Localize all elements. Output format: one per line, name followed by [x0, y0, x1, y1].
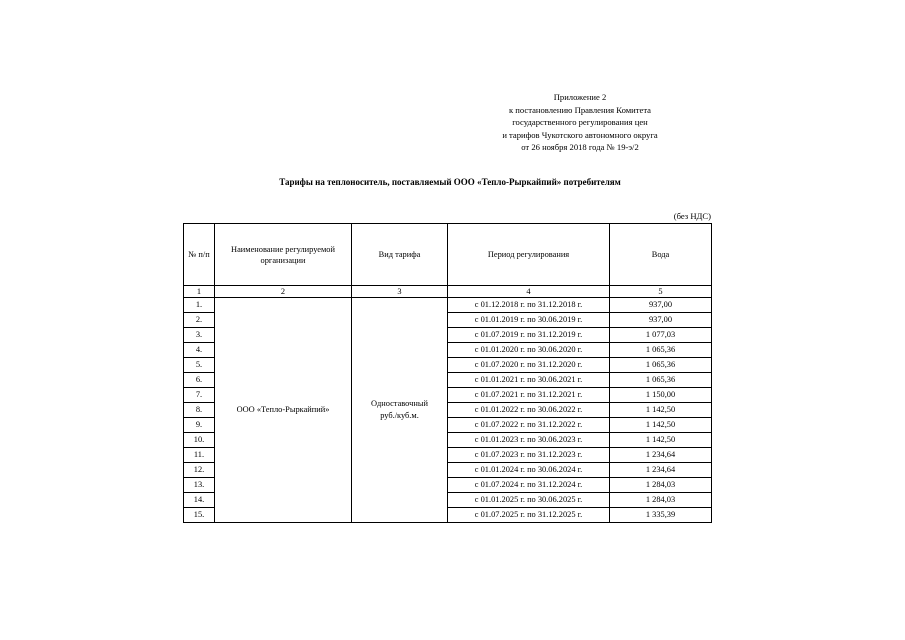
water-value-cell: 1 077,03 [610, 328, 712, 343]
water-value-cell: 1 234,64 [610, 463, 712, 478]
water-value-cell: 1 150,00 [610, 388, 712, 403]
row-number: 15. [184, 508, 215, 523]
row-number: 2. [184, 313, 215, 328]
row-number: 7. [184, 388, 215, 403]
water-value-cell: 937,00 [610, 313, 712, 328]
tariff-type-name: Одноставочный [371, 399, 428, 408]
water-value-cell: 1 065,36 [610, 358, 712, 373]
period-cell: с 01.01.2021 г. по 30.06.2021 г. [448, 373, 610, 388]
column-number-row [184, 286, 712, 298]
water-value-cell: 1 234,64 [610, 448, 712, 463]
row-number: 12. [184, 463, 215, 478]
water-value-cell: 1 065,36 [610, 343, 712, 358]
row-number: 14. [184, 493, 215, 508]
appendix-line: от 26 ноября 2018 года № 19-э/2 [521, 142, 639, 153]
column-number: 3 [352, 286, 448, 298]
header-period: Период регулирования [448, 224, 610, 286]
row-number: 8. [184, 403, 215, 418]
period-cell: с 01.07.2024 г. по 31.12.2024 г. [448, 478, 610, 493]
period-cell: с 01.01.2023 г. по 30.06.2023 г. [448, 433, 610, 448]
column-number: 5 [610, 286, 712, 298]
row-number: 10. [184, 433, 215, 448]
period-cell: с 01.01.2024 г. по 30.06.2024 г. [448, 463, 610, 478]
period-cell: с 01.07.2025 г. по 31.12.2025 г. [448, 508, 610, 523]
row-number: 4. [184, 343, 215, 358]
header-row [184, 224, 712, 286]
row-number: 13. [184, 478, 215, 493]
period-cell: с 01.07.2020 г. по 31.12.2020 г. [448, 358, 610, 373]
appendix-block [470, 91, 690, 154]
row-number: 6. [184, 373, 215, 388]
header-tariff-type: Вид тарифа [352, 224, 448, 286]
tariff-type-cell [352, 298, 448, 523]
appendix-line: и тарифов Чукотского автономного округа [502, 129, 658, 140]
appendix-line: Приложение 2 [553, 92, 607, 102]
header-organization: Наименование регулируемой организации [215, 224, 352, 286]
period-cell: с 01.12.2018 г. по 31.12.2018 г. [448, 298, 610, 313]
water-value-cell: 1 284,03 [610, 478, 712, 493]
water-value-cell: 1 065,36 [610, 373, 712, 388]
tariff-table [183, 223, 712, 523]
column-number: 1 [184, 286, 215, 298]
row-number: 11. [184, 448, 215, 463]
row-number: 5. [184, 358, 215, 373]
period-cell: с 01.07.2022 г. по 31.12.2022 г. [448, 418, 610, 433]
water-value-cell: 937,00 [610, 298, 712, 313]
period-cell: с 01.01.2019 г. по 30.06.2019 г. [448, 313, 610, 328]
water-value-cell: 1 142,50 [610, 433, 712, 448]
column-number: 4 [448, 286, 610, 298]
water-value-cell: 1 142,50 [610, 418, 712, 433]
header-number: № п/п [184, 224, 215, 286]
period-cell: с 01.01.2022 г. по 30.06.2022 г. [448, 403, 610, 418]
period-cell: с 01.07.2023 г. по 31.12.2023 г. [448, 448, 610, 463]
row-number: 1. [184, 298, 215, 313]
water-value-cell: 1 284,03 [610, 493, 712, 508]
water-value-cell: 1 335,39 [610, 508, 712, 523]
row-number: 3. [184, 328, 215, 343]
organization-cell: ООО «Тепло-Рыркайпий» [215, 298, 352, 523]
period-cell: с 01.07.2019 г. по 31.12.2019 г. [448, 328, 610, 343]
appendix-line: к постановлению Правления Комитета [508, 104, 651, 115]
header-water: Вода [610, 224, 712, 286]
vat-note: (без НДС) [673, 211, 711, 221]
row-number: 9. [184, 418, 215, 433]
water-value-cell: 1 142,50 [610, 403, 712, 418]
tariff-unit: руб./куб.м. [380, 411, 419, 420]
table-row [184, 298, 712, 313]
period-cell: с 01.01.2025 г. по 30.06.2025 г. [448, 493, 610, 508]
appendix-line: государственного регулирования цен [512, 117, 648, 128]
column-number: 2 [215, 286, 352, 298]
document-title: Тарифы на теплоноситель, поставляемый ООО «Тепло-Рыркайпий» потребителям [279, 177, 621, 187]
period-cell: с 01.01.2020 г. по 30.06.2020 г. [448, 343, 610, 358]
period-cell: с 01.07.2021 г. по 31.12.2021 г. [448, 388, 610, 403]
